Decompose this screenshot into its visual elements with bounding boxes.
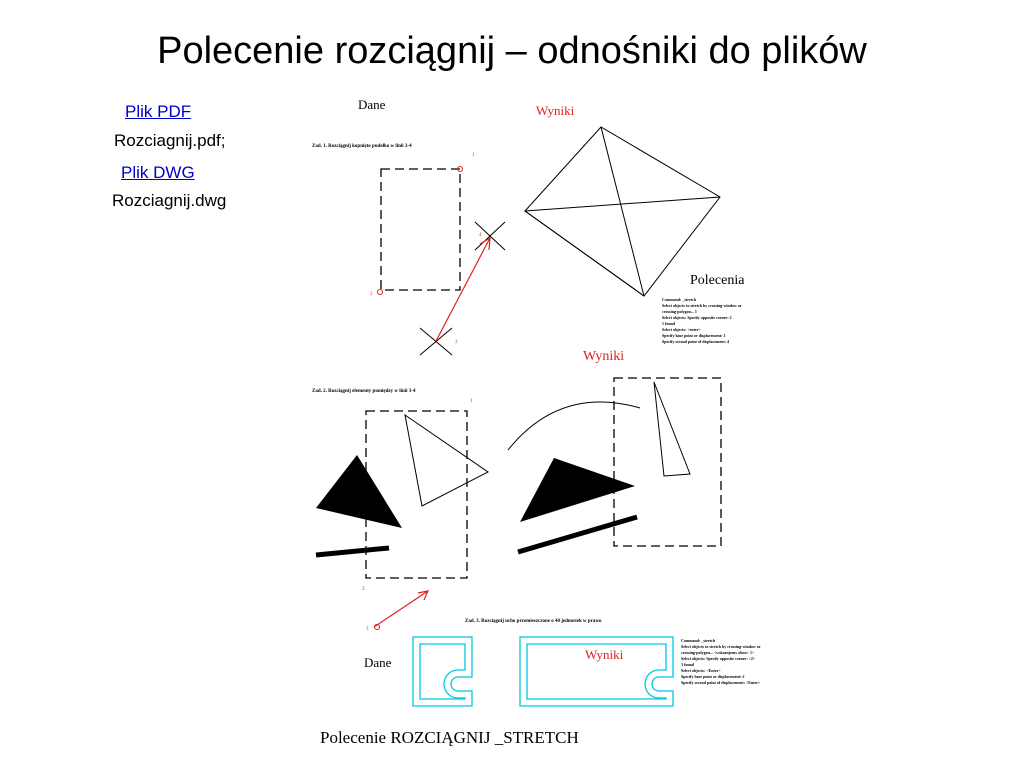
point-label-3: 3 [455, 340, 458, 345]
dwg-link[interactable]: Plik DWG [121, 163, 195, 182]
dane-label-top: Dane [358, 97, 386, 112]
arc-result [508, 402, 640, 450]
parallelogram-diagonal-a [525, 197, 720, 211]
pdf-link[interactable]: Plik PDF [125, 102, 192, 121]
outline-triangle-left [405, 415, 488, 506]
svg-text:Select objects to stretch by c: Select objects to stretch by crossing-window or [662, 303, 742, 308]
parallelogram-diagonal-c [525, 211, 644, 296]
task1-label: Zad. 1. Rozciągnij kopnięto pudełko w linii 3-4 [312, 144, 412, 149]
svg-text:crossing-polygon... 1: crossing-polygon... 1 [662, 309, 697, 314]
cyan-part-small-outer [413, 637, 472, 706]
svg-text:Specify base point or displace: Specify base point or displacement: 3 [662, 333, 726, 338]
point-label-2-2: 2 [362, 587, 365, 592]
svg-text:Command: _stretch: Command: _stretch [681, 638, 716, 643]
svg-text:Select objects: <enter>: Select objects: <enter> [662, 327, 701, 332]
svg-text:Select objects: <Enter>: Select objects: <Enter> [681, 668, 721, 673]
point-label-2: 2 [370, 292, 373, 297]
svg-text:Select objects: Specify opposi: Select objects: Specify opposite corner: <2> [681, 656, 756, 661]
thick-line-right [518, 517, 637, 552]
wyniki-label-mid: Wyniki [583, 349, 625, 364]
wyniki-label-bottom: Wyniki [585, 647, 624, 662]
slide-title: Polecenie rozciągnij – odnośniki do plików [157, 30, 867, 72]
outline-triangle-right [654, 382, 690, 476]
command-log-1 [662, 297, 742, 344]
filled-triangle-right [520, 458, 635, 522]
svg-text:Command: _stretch: Command: _stretch [662, 297, 697, 302]
svg-text:Select objects: Specify opposi: Select objects: Specify opposite corner: 2 [662, 315, 732, 320]
thick-line-left [316, 548, 389, 555]
svg-text:Specify second point of displa: Specify second point of displacement: 4 [662, 339, 729, 344]
displacement-arrow-2 [374, 591, 428, 627]
dashed-box-1 [381, 169, 460, 290]
svg-text:Specify base point or displace: Specify base point or displacement: # [681, 674, 745, 679]
pdf-filename: Rozciagnij.pdf; [114, 131, 226, 150]
svg-text:crossing-polygon... <wskazujem: crossing-polygon... <wskazujemy okno> 1> [681, 650, 755, 655]
command-log-3 [681, 638, 761, 685]
wyniki-label-top: Wyniki [536, 103, 575, 118]
point-label-2-1: 1 [470, 399, 473, 404]
dwg-filename: Rozciagnij.dwg [112, 191, 227, 210]
filled-triangle-left [316, 455, 402, 528]
point-label-1: 1 [472, 153, 475, 158]
dane-label-bottom: Dane [364, 655, 392, 670]
task2-label: Zad. 2. Rozciągnij elementy pomiędzy w linii 3-4 [312, 389, 416, 394]
task3-label: Zad. 3. Rozciągnij ucho przemieszczone o 40 jednostek w prawo [465, 619, 602, 624]
stretch-caption: Polecenie ROZCIĄGNIJ _STRETCH [320, 728, 579, 747]
polecenia-label: Polecenia [690, 273, 745, 288]
svg-text:1 found: 1 found [662, 321, 676, 326]
parallelogram-diagonal-b [601, 127, 644, 296]
point-marker-2 [378, 290, 383, 295]
point-label-2-3: 3 [366, 627, 369, 632]
point-label-4: 4 [479, 233, 482, 238]
svg-text:Select objects to stretch by c: Select objects to stretch by crossing-window or [681, 644, 761, 649]
svg-text:Specify second point of displa: Specify second point of displacement: <Enter> [681, 680, 761, 685]
svg-text:3 found: 3 found [681, 662, 695, 667]
